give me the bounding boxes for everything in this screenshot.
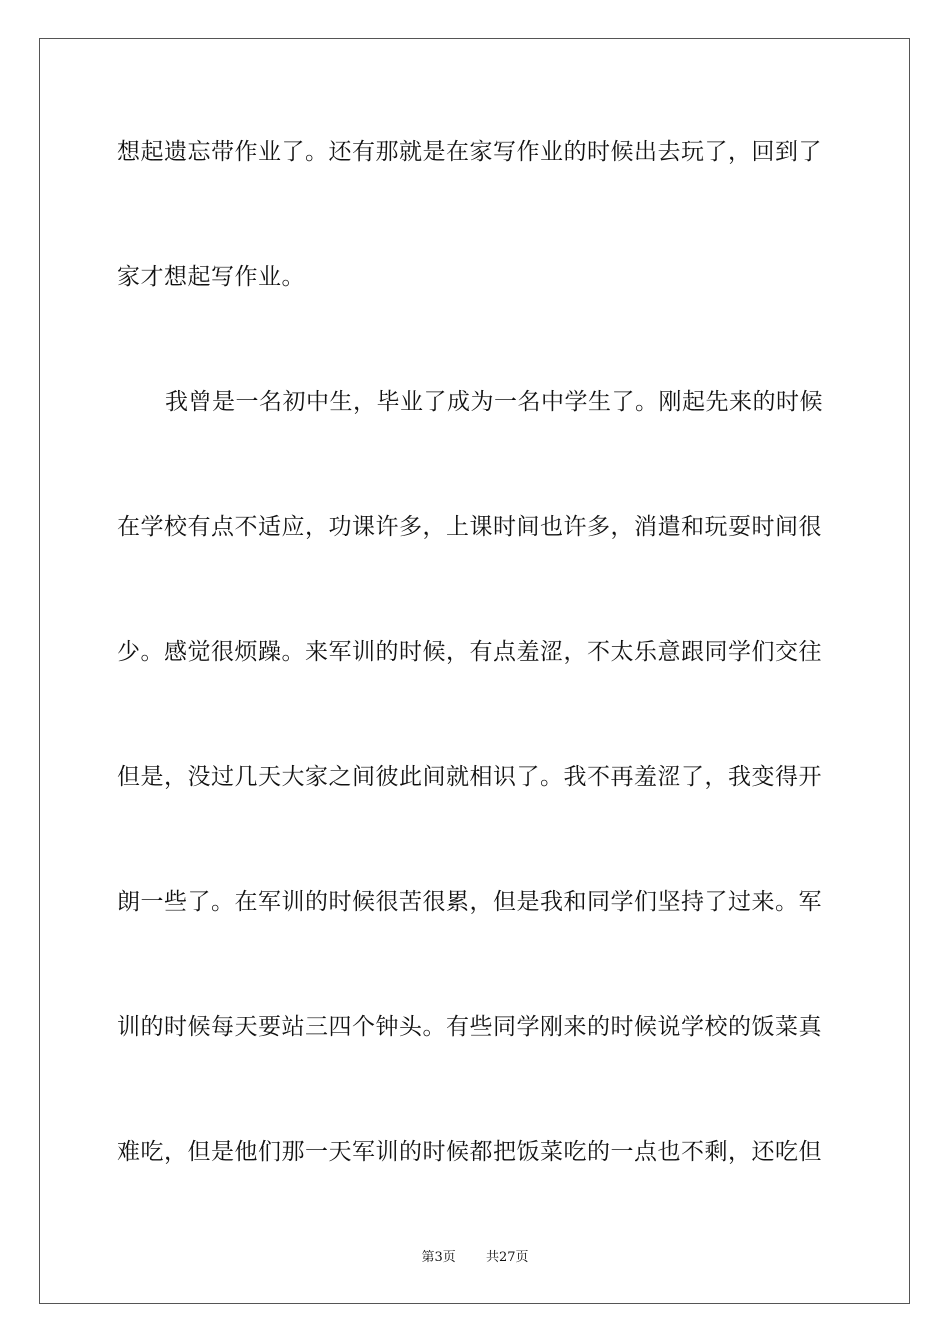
page-total: 共27页: [486, 1250, 529, 1265]
text-line: 想起遗忘带作业了。还有那就是在家写作业的时候出去玩了，回到了: [117, 139, 822, 165]
text-line: 少。感觉很烦躁。来军训的时候，有点羞涩，不太乐意跟同学们交往: [117, 639, 822, 665]
text-line: 在学校有点不适应，功课许多，上课时间也许多，消遣和玩耍时间很: [117, 514, 822, 540]
text-line: 训的时候每天要站三四个钟头。有些同学刚来的时候说学校的饭菜真: [117, 1014, 822, 1040]
paragraph-first-line: 我曾是一名初中生，毕业了成为一名中学生了。刚起先来的时候: [165, 389, 823, 415]
page-border: [39, 38, 910, 1304]
text-line: 朗一些了。在军训的时候很苦很累，但是我和同学们坚持了过来。军: [117, 889, 822, 915]
text-line: 但是，没过几天大家之间彼此间就相识了。我不再羞涩了，我变得开: [117, 764, 822, 790]
text-line: 家才想起写作业。: [117, 264, 305, 290]
text-line: 难吃，但是他们那一天军训的时候都把饭菜吃的一点也不剩，还吃但: [117, 1139, 822, 1165]
page-number: 第3页: [421, 1250, 456, 1265]
page-footer: [0, 1250, 950, 1266]
